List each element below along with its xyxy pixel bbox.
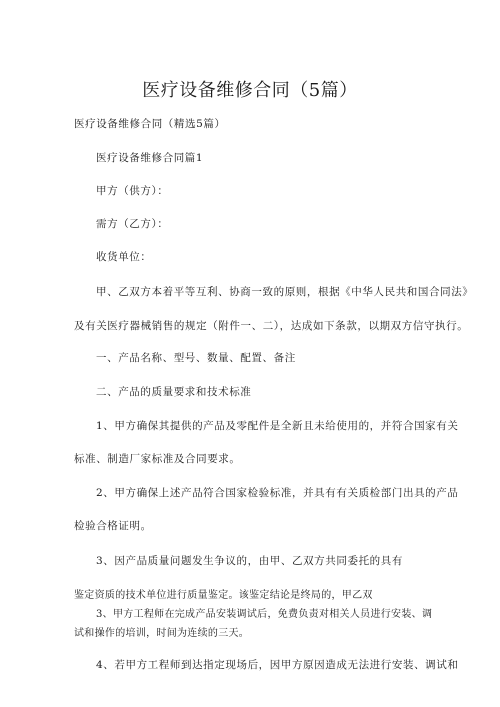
- item-3b-line-2: 试和操作的培训，时间为连续的三天。: [74, 628, 250, 639]
- item-3-line-2: 鉴定资质的技术单位进行质量鉴定。该鉴定结论是终局的，甲乙双: [74, 590, 373, 601]
- party-a-line: 甲方（供方）：: [96, 185, 169, 197]
- intro-paragraph-line-2: 及有关医疗器械销售的规定（附件一、二），达成如下条款，以期双方信守执行。: [74, 320, 469, 332]
- item-2-line-2: 检验合格证明。: [74, 520, 152, 532]
- item-3b-line-1: 3、甲方工程师在完成产品安装调试后，免费负责对相关人员进行安装、调: [96, 609, 433, 620]
- consignee-line: 收货单位：: [96, 251, 152, 263]
- section-heading: 医疗设备维修合同篇1: [96, 152, 204, 164]
- clause-1-heading: 一、产品名称、型号、数量、配置、备注: [96, 352, 296, 364]
- intro-paragraph-line-1: 甲、乙双方本着平等互利、协商一致的原则，根据《中华人民共和国合同法》: [96, 286, 474, 298]
- document-subtitle: 医疗设备维修合同（精选5篇）: [74, 118, 226, 130]
- item-4-line-1: 4、若甲方工程师到达指定现场后，因甲方原因造成无法进行安装、调试和: [96, 659, 459, 671]
- item-2-line-1: 2、甲方确保上述产品符合国家检验标准，并具有有关质检部门出具的产品: [96, 487, 459, 499]
- item-3-line-1: 3、因产品质量问题发生争议的，由甲、乙双方共同委托的具有: [96, 555, 403, 567]
- party-b-line: 需方（乙方）：: [96, 218, 169, 230]
- item-1-line-2: 标准、制造厂家标准及合同要求。: [74, 453, 241, 465]
- clause-2-heading: 二、产品的质量要求和技术标准: [96, 386, 252, 398]
- document-title: 医疗设备维修合同（5篇）: [142, 80, 358, 101]
- item-1-line-1: 1、甲方确保其提供的产品及零配件是全新且未给使用的，并符合国家有关: [96, 420, 459, 432]
